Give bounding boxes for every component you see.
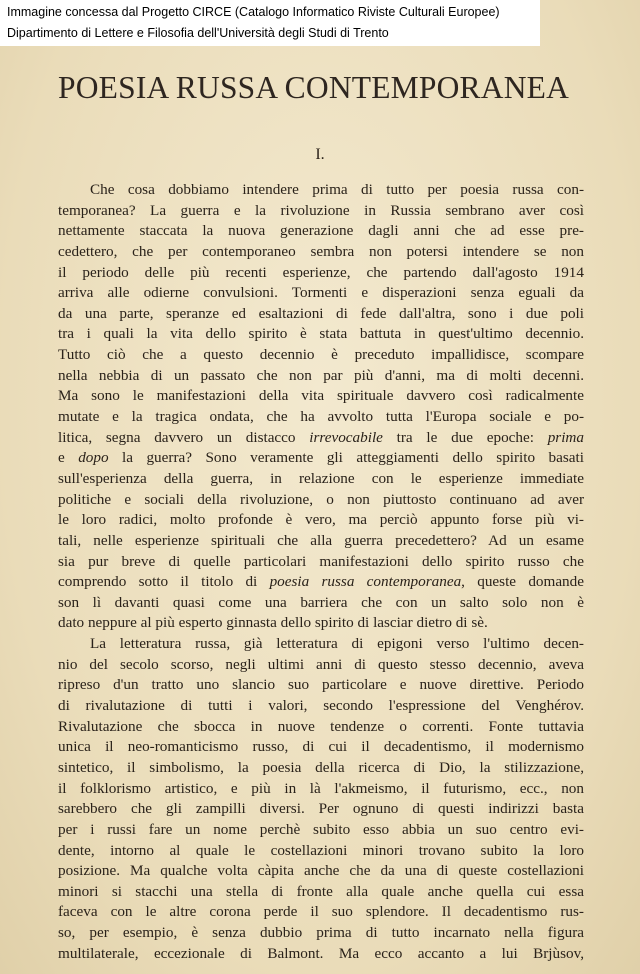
text-line: tra i quali la vita dello spirito è stata battuta in quest'ultimo decennio. (58, 325, 584, 343)
text-line: so, per esempio, è senza dubbio prima di tutto incarnato nella figura (58, 924, 584, 942)
text-line: multilaterale, eccezionale di Balmont. Ma ecco accanto a lui Brjùsov, (58, 944, 584, 962)
text-line: sarebbero che gli zampilli diversi. Per ognuno di questi indirizzi basta (58, 800, 584, 818)
text-line: di rivalutazione di tutti i valori, secondo l'espressione del Venghérov. (58, 697, 584, 715)
text-line: dente, intorno al quale le costellazioni minori trovano subito la loro (58, 841, 584, 859)
text-line: Ma sono le manifestazioni della vita spirituale davvero così radicalmente (58, 387, 584, 405)
italic-phrase: dopo (78, 449, 109, 467)
text-line: unica il neo-romanticismo russo, di cui il decadentismo, il modernismo (58, 738, 584, 756)
text-line: Tutto ciò che a questo decennio è preceduto impallidisce, scompare (58, 346, 584, 364)
article-title: POESIA RUSSA CONTEMPORANEA (58, 70, 570, 105)
source-banner (0, 0, 540, 46)
text-line: sintetico, il simbolismo, la poesia della ricerca di Dio, la stilizzazione, (58, 758, 584, 776)
text-line: da una parte, speranze ed esaltazioni di fede dall'altra, sono i due poli (58, 304, 584, 322)
text-line: dato neppure al più esperto ginnasta dello spirito di lasciar dietro di sè. (58, 614, 488, 632)
banner-line-2: Dipartimento di Lettere e Filosofia dell'Università degli Studi di Trento (7, 26, 389, 40)
text-line: litica, segna davvero un distacco irrevocabile tra le due epoche: prima (58, 428, 584, 446)
text-line: tali, nelle esperienze spirituali che alla guerra precedettero? Ad un esame (58, 531, 584, 549)
text-line: faceva con le altre corona perde il suo splendore. Il decadentismo rus- (58, 903, 584, 921)
text-line: comprendo sotto il titolo di poesia russa contemporanea, queste domande (58, 573, 584, 591)
text-line: nio del secolo scorso, negli ultimi anni di questo stesso decennio, aveva (58, 655, 584, 673)
text-line: mutate e la tragica ondata, che ha avvolto tutta l'Europa sociale e po- (58, 408, 584, 426)
section-number: I. (315, 146, 325, 163)
text-line: per i russi fare un nome perchè subito esso abbia un suo centro evi- (58, 820, 584, 838)
text-line: le loro radici, molto profonde è vero, ma perciò appunto forse più vi- (58, 511, 584, 529)
text-line: sull'esperienza della guerra, in relazione con le esperienze immediate (58, 469, 584, 487)
text-line: ripreso d'un tratto uno slancio suo particolare e nuove direttive. Periodo (58, 676, 584, 694)
text-line: La letteratura russa, già letteratura di epigoni verso l'ultimo decen- (90, 635, 584, 653)
text-line: il folklorismo artistico, e più in là l'akmeismo, il futurismo, ecc., non (58, 779, 584, 797)
text-line: nettamente staccata la nuova generazione dagli anni che ad esse pre- (58, 222, 584, 240)
text-line: minori si stacchi una stella di fronte alla quale anche quella cui essa (58, 882, 584, 900)
text-line: arriva alle odierne convulsioni. Tormenti e disperazioni senza eguali da (58, 284, 584, 302)
text-line: nella nebbia di un passato che non par più d'anni, ma di molti decenni. (58, 366, 584, 384)
italic-phrase: prima (547, 428, 584, 446)
text-line: son lì davanti quasi come una barriera che con un salto solo non è (58, 593, 584, 611)
article-body (58, 180, 584, 964)
text-line: e dopo la guerra? Sono veramente gli atteggiamenti dello spirito basati (58, 449, 584, 467)
text-line: Che cosa dobbiamo intendere prima di tutto per poesia russa con- (90, 181, 584, 198)
text-line: cedettero, che per contemporaneo sembra non potersi intendere se non (58, 242, 584, 260)
text-line: posizione. Ma qualche volta càpita anche che da una di queste costellazioni (58, 862, 584, 880)
text-line: politiche e sociali della rivoluzione, o non piuttosto continuano ad aver (58, 490, 584, 508)
banner-line-1: Immagine concessa dal Progetto CIRCE (Catalogo Informatico Riviste Culturali Europee) (7, 5, 500, 19)
italic-phrase: poesia russa contemporanea (269, 573, 462, 591)
text-line: Rivalutazione che sbocca in nuove tendenze o correnti. Fonte tuttavia (58, 717, 584, 735)
text-line: sia pur breve di quelle particolari manifestazioni dello spirito russo che (58, 552, 584, 570)
italic-phrase: irrevocabile (309, 428, 383, 446)
text-line: temporanea? La guerra e la rivoluzione in Russia sembrano aver così (58, 201, 584, 219)
text-line: il periodo delle più recenti esperienze, che partendo dall'agosto 1914 (58, 263, 584, 281)
